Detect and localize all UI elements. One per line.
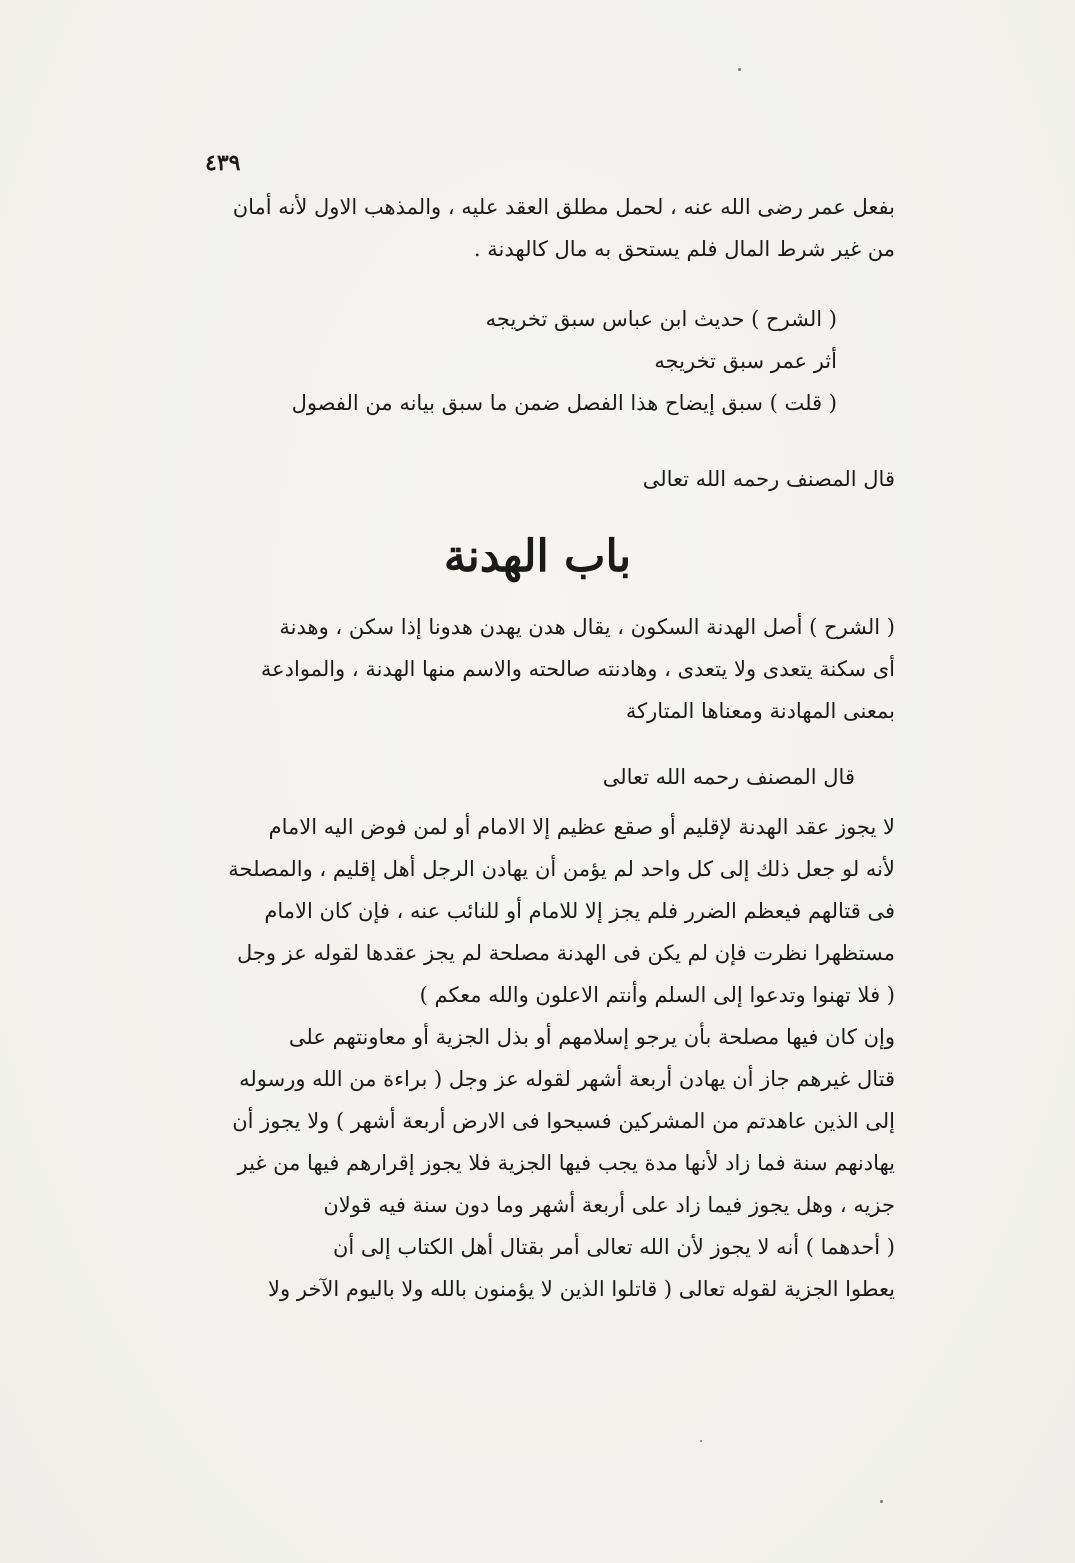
heading-text: قال المصنف رحمه الله تعالى [642, 467, 895, 491]
text-line: مستظهرا نظرت فإن لم يكن فى الهدنة مصلحة لم يجز عقدها لقوله عز وجل [236, 941, 895, 965]
text-line: ( أحدهما ) أنه لا يجوز لأن الله تعالى أمر بقتال أهل الكتاب إلى أن [333, 1235, 895, 1259]
text-line: أى سكنة يتعدى ولا يتعدى ، وهادنته صالحته والاسم منها الهدنة ، والموادعة [260, 657, 895, 681]
text-line: يهادنهم سنة فما زاد لأنها مدة يجب فيها الجزية فلا يجوز إقرارهم فيها من غير [237, 1151, 895, 1175]
commentary-paragraph [237, 298, 837, 424]
author-heading [175, 458, 895, 500]
speck [738, 68, 741, 71]
text-line: ( فلا تهنوا وتدعوا إلى السلم وأنتم الاعلون والله معكم ) [419, 983, 895, 1007]
text-line: أثر عمر سبق تخريجه [654, 349, 837, 373]
text-line: يعطوا الجزية لقوله تعالى ( قاتلوا الذين لا يؤمنون بالله ولا باليوم الآخر ولا [268, 1277, 895, 1301]
text-line: بمعنى المهادنة ومعناها المتاركة [625, 699, 895, 723]
text-line: ( الشرح ) أصل الهدنة السكون ، يقال هدن يهدن هدونا إذا سكن ، وهدنة [279, 615, 895, 639]
commentary-paragraph [175, 606, 895, 732]
text-line: فى قتالهم فيعظم الضرر فلم يجز إلا للامام أو للنائب عنه ، فإن كان الامام [264, 899, 895, 923]
author-heading [355, 756, 855, 798]
heading-text: قال المصنف رحمه الله تعالى [602, 765, 855, 789]
text-line: ( الشرح ) حديث ابن عباس سبق تخريجه [485, 307, 837, 331]
text-line: ( قلت ) سبق إيضاح هذا الفصل ضمن ما سبق بيانه من الفصول [291, 391, 837, 415]
page-number: ٤٣٩ [205, 150, 241, 176]
text-line: إلى الذين عاهدتم من المشركين فسيحوا فى الارض أربعة أشهر ) ولا يجوز أن [232, 1109, 895, 1133]
text-line: من غير شرط المال فلم يستحق به مال كالهدنة . [473, 237, 895, 261]
main-text [175, 806, 895, 1310]
continuation-paragraph [175, 186, 895, 270]
text-line: جزيه ، وهل يجوز فيما زاد على أربعة أشهر وما دون سنة فيه قولان [323, 1193, 895, 1217]
chapter-title: باب الهدنة [443, 531, 632, 582]
speck [700, 1440, 702, 1442]
text-line: بفعل عمر رضى الله عنه ، لحمل مطلق العقد عليه ، والمذهب الاول لأنه أمان [232, 195, 895, 219]
text-line: لأنه لو جعل ذلك إلى كل واحد لم يؤمن أن يهادن الرجل أهل إقليم ، والمصلحة [228, 857, 895, 881]
text-line: لا يجوز عقد الهدنة لإقليم أو صقع عظيم إلا الامام أو لمن فوض اليه الامام [268, 815, 895, 839]
speck [880, 1500, 883, 1503]
text-line: قتال غيرهم جاز أن يهادن أربعة أشهر لقوله عز وجل ( براءة من الله ورسوله [239, 1067, 895, 1091]
text-line: وإن كان فيها مصلحة بأن يرجو إسلامهم أو بذل الجزية أو معاونتهم على [288, 1025, 895, 1049]
